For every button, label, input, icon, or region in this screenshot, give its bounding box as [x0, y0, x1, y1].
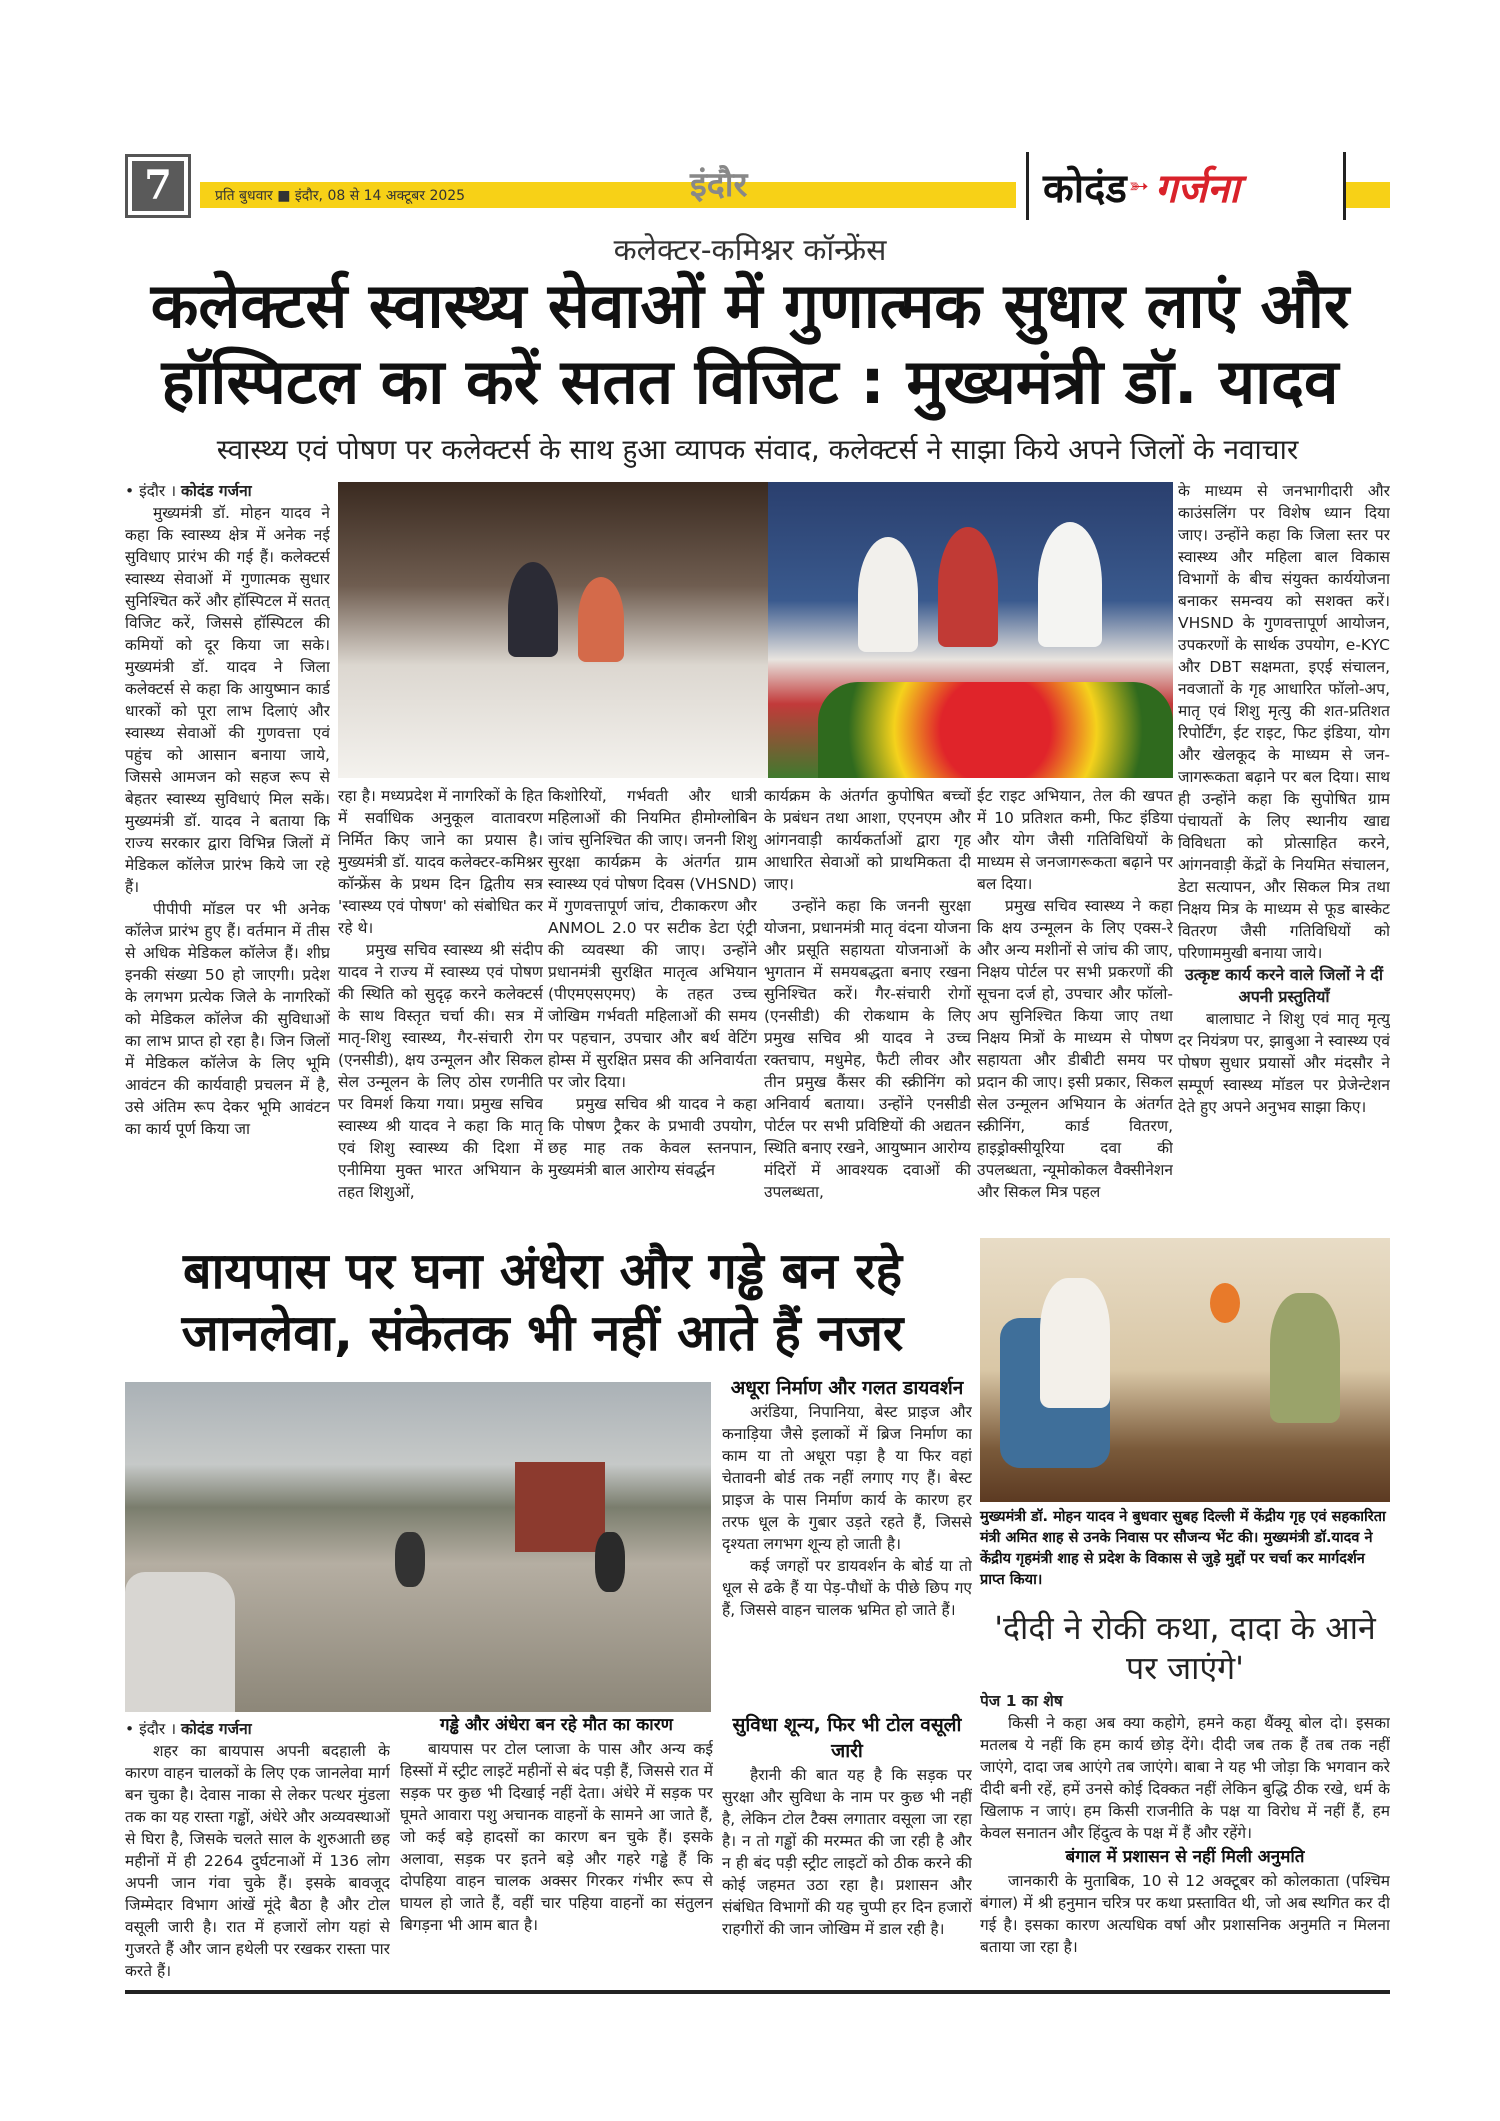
- story-subheading: बंगाल में प्रशासन से नहीं मिली अनुमति: [1065, 1847, 1305, 1867]
- lead-column-3: [548, 785, 757, 1227]
- dateline: प्रति बुधवार ■ इंदौर, 08 से 14 अक्टूबर 2025: [215, 188, 466, 204]
- byline-source: कोदंड गर्जना: [181, 1720, 252, 1738]
- lead-column-1: [125, 480, 330, 1228]
- paragraph: प्रमुख सचिव स्वास्थ्य श्री संदीप यादव ने राज्य में स्वास्थ्य एवं पोषण की स्थिति को सुदृढ़ करने कलेक्टर्स के साथ विस्तृत चर्चा की। सत्र में मातृ-शिशु स्वास्थ्य, गैर-संचारी रोग (एनसीडी), क्षय उन्मूलन और सिकल सेल उन्मूलन के लिए ठोस रणनीति पर विमर्श किया गया। प्रमुख सचिव स्वास्थ्य श्री यादव ने कहा कि मातृ एवं शिशु स्वास्थ्य की दिशा में एनीमिया मुक्त भारत अभियान के तहत शिशुओं,: [338, 941, 543, 1201]
- section-city: इंदौर: [690, 165, 748, 205]
- bypass-headline: बायपास पर घना अंधेरा और गड्ढे बन रहे जानलेवा, संकेतक भी नहीं आते हैं नजर: [181, 1242, 904, 1362]
- paragraph: किसी ने कहा अब क्या कहोगे, हमने कहा थैंक्यू बोल दो। इसका मतलब ये नहीं कि हम कार्य छोड़ देंगे। दीदी जब तक हैं तब तक नहीं जाएंगे, दादा जब आएंगे तब जाएंगे। बाबा ने यह भी जोड़ा कि भगवान करे दीदी बनी रहें, हमें उनसे कोई दिक्कत नहीं लेकिन बुद्धि ठीक रखे, धर्म के खिलाफ न जाएं। हम किसी राजनीति के पक्ष या विरोध में नहीं हैं, हम केवल सनातन और हिंदुत्व के पक्ष में हैं और रहेंगे।: [980, 1714, 1390, 1842]
- section-subheading: उत्कृष्ट कार्य करने वाले जिलों ने दीं अपनी प्रस्तुतियाँ: [1185, 965, 1383, 1006]
- lead-column-4: [764, 785, 971, 1227]
- paragraph: बायपास पर टोल प्लाजा के पास और अन्य कई हिस्सों में स्ट्रीट लाइटें महीनों से बंद पड़ी हैं, जिससे रात में सड़क पर कुछ भी दिखाई नहीं देता। अंधेरे में सड़क पर घूमते आवारा पशु अचानक वाहनों के सामने आ जाते हैं, जो कई बड़े हादसों का कारण बन चुके हैं। इसके अलावा, सड़क पर इतने बड़े और गहरे गड्ढे हैं कि दोपहिया वाहन चालक अक्सर गिरकर गंभीर रूप से घायल हो जाते हैं, वहीं चार पहिया वाहनों का संतुलन बिगड़ना भी आम बात है।: [400, 1740, 713, 1934]
- bypass-column-1: [125, 1718, 390, 1988]
- logo-word-1: कोदंड: [1043, 165, 1127, 212]
- meeting-photo: [980, 1238, 1390, 1502]
- side-story-title: अधूरा निर्माण और गलत डायवर्शन: [730, 1377, 964, 1399]
- paragraph: पीपीपी मॉडल पर भी अनेक कॉलेज प्रारंभ हुए हैं। वर्तमान में तीस से अधिक मेडिकल कॉलेज हैं। शीघ्र इनकी संख्या 50 हो जाएगी। प्रदेश के लगभग प्रत्येक जिले के नागरिकों को मेडिकल कॉलेज की सुविधाओं का लाभ प्राप्त हो रहा है। जिन जिलों में मेडिकल कॉलेज के लिए भूमि आवंटन की कार्यवाही प्रचलन में है, उसे अंतिम रूप देकर भूमि आवंटन का कार्य पूर्ण किया जा: [125, 900, 330, 1138]
- katha-headline: 'दीदी ने रोकी कथा, दादा के आने पर जाएंगे': [994, 1609, 1376, 1687]
- continued-label: पेज 1 का शेष: [980, 1692, 1063, 1710]
- byline: [125, 480, 330, 502]
- paragraph: प्रमुख सचिव स्वास्थ्य ने कहा कि क्षय उन्मूलन के लिए एक्स-रे और अन्य मशीनों से जांच की जाए, निक्षय पोर्टल पर सभी प्रकरणों की सूचना दर्ज हो, उपचार और फॉलो-अप सुनिश्चित किया जाए तथा निक्षय मित्रों के माध्यम से पोषण सहायता और डीबीटी समय पर प्रदान की जाए। इसी प्रकार, सिकल सेल उन्मूलन अभियान के अंतर्गत स्क्रीनिंग, कार्ड वितरण, हाइड्रोक्सीयूरिया दवा की उपलब्धता, न्यूमोकोकल वैक्सीनेशन और सिकल मित्र पहल: [977, 897, 1173, 1201]
- katha-story: [980, 1690, 1390, 1988]
- side-story-incomplete-construction: [722, 1375, 972, 1705]
- page-number-text: 7: [132, 161, 184, 211]
- kicker: कलेक्टर-कमिश्नर कॉन्फ्रेंस: [613, 233, 887, 268]
- lead-column-5: [977, 785, 1173, 1227]
- lead-column-6: [1178, 480, 1390, 1228]
- side-story-title: सुविधा शून्य, फिर भी टोल वसूली जारी: [732, 1714, 962, 1762]
- paragraph: रहा है। मध्यप्रदेश में नागरिकों के हित में सर्वाधिक अनुकूल वातावरण निर्मित किए जाने का प्रयास है। मुख्यमंत्री डॉ. यादव कलेक्टर-कमिश्नर कॉन्फ्रेंस के प्रथम दिन द्वितीय सत्र 'स्वास्थ्य एवं पोषण' को संबोधित कर रहे थे।: [338, 787, 543, 937]
- logo-word-2: गर्जना: [1154, 165, 1240, 212]
- paragraph: प्रमुख सचिव श्री यादव ने कहा कि पोषण ट्रैकर के प्रभावी उपयोग, छह माह तक केवल स्तनपान, मुख्यमंत्री बाल आरोग्य संवर्द्धन: [548, 1095, 757, 1179]
- paragraph: शहर का बायपास अपनी बदहाली के कारण वाहन चालकों के लिए एक जानलेवा मार्ग बन चुका है। देवास नाका से लेकर पत्थर मुंडला तक का यह रास्ता गड्ढों, अंधेरे और अव्यवस्थाओं से घिरा है, जिसके चलते साल के शुरुआती छह महीनों में ही 2264 दुर्घटनाओं में 136 लोग अपनी जान गंवा चुके हैं। इसके बावजूद जिम्मेदार विभाग आंखें मूंदे बैठा है और टोल वसूली जारी है। रात में हजारों लोग यहां से गुजरते हैं और जान हथेली पर रखकर रास्ता पार करते हैं।: [125, 1742, 390, 1980]
- paragraph: उन्होंने कहा कि जननी सुरक्षा योजना, प्रधानमंत्री मातृ वंदना योजना और प्रसूति सहायता योजनाओं के भुगतान में समयबद्धता बनाए रखना सुनिश्चित करें। गैर-संचारी रोगों (एनसीडी) की रोकथाम के लिए प्रमुख सचिव श्री यादव ने उच्च रक्तचाप, मधुमेह, फैटी लीवर और तीन प्रमुख कैंसर की स्क्रीनिंग को अनिवार्य बताया। उन्होंने एनसीडी पोर्टल पर सभी प्रविष्टियों की अद्यतन स्थिति बनाए रखने, आयुष्मान आरोग्य मंदिरों में आवश्यक दवाओं की उपलब्धता,: [764, 897, 971, 1201]
- column-subheading: गड्ढे और अंधेरा बन रहे मौत का कारण: [440, 1715, 673, 1735]
- paragraph: बालाघाट ने शिशु एवं मातृ मृत्यु दर नियंत्रण पर, झाबुआ ने स्वास्थ्य एवं पोषण सुधार प्रयासों और मंदसौर ने सम्पूर्ण स्वास्थ्य मॉडल पर प्रेजेन्टेशन देते हुए अपने अनुभव साझा किए।: [1178, 1010, 1390, 1116]
- newspaper-logo: [1026, 152, 1346, 220]
- paragraph: किशोरियों, गर्भवती और धात्री महिलाओं की नियमित हीमोग्लोबिन जांच सुनिश्चित की जाए। जननी शिशु सुरक्षा कार्यक्रम के अंतर्गत ग्राम स्वास्थ्य एवं पोषण दिवस (VHSND) में गुणवत्तापूर्ण जांच, टीकाकरण और ANMOL 2.0 पर सटीक डेटा एंट्री की व्यवस्था की जाए। उन्होंने प्रधानमंत्री सुरक्षित मातृत्व अभियान (पीएमएसएमए) के तहत उच्च जोखिम गर्भवती महिलाओं की समय पर पहचान, उपचार और बर्थ वेटिंग होम्स में सुरक्षित प्रसव की अनिवार्यता पर जोर दिया।: [548, 787, 757, 1091]
- paragraph: मुख्यमंत्री डॉ. मोहन यादव ने कहा कि स्वास्थ्य क्षेत्र में अनेक नई सुविधाए प्रारंभ की गई हैं। कलेक्टर्स स्वास्थ्य सेवाओं में गुणात्मक सुधार सुनिश्चित करें और हॉस्पिटल में सतत् विजिट करें, जिससे हॉस्पिटल की कमियों को दूर किया जा सके। मुख्यमंत्री डॉ. यादव ने जिला कलेक्टर्स से कहा कि आयुष्मान कार्ड धारकों को पूरा लाभ दिलाएं और स्वास्थ्य सेवाओं की गुणवत्ता एवं पहुंच को आसान बनाया जाये, जिससे आमजन को सहज रूप से बेहतर स्वास्थ्य सुविधाएं मिल सकें। मुख्यमंत्री डॉ. यादव ने बताया कि राज्य सरकार द्वारा विभिन्न जिलों में मेडिकल कॉलेज प्रारंभ किये जा रहे हैं।: [125, 504, 330, 896]
- byline-source: कोदंड गर्जना: [181, 482, 252, 500]
- paragraph: हैरानी की बात यह है कि सड़क पर सुरक्षा और सुविधा के नाम पर कुछ भी नहीं है, लेकिन टोल टैक्स लगातार वसूला जा रहा है। न तो गड्ढों की मरम्मत की जा रही है और न ही बंद पड़ी स्ट्रीट लाइटों को ठीक करने की कोई जहमत उठा रहा है। प्रशासन और संबंधित विभागों की यह चुप्पी हर दिन हजारों राहगीरों की जान जोखिम में डाल रही है।: [722, 1766, 972, 1938]
- bottom-rule: [125, 1990, 1390, 1994]
- byline-place: • इंदौर ।: [125, 482, 181, 500]
- byline-place: • इंदौर ।: [125, 1720, 181, 1738]
- headline-line-1: कलेक्टर्स स्वास्थ्य सेवाओं में गुणात्मक सुधार लाएं और: [150, 269, 1350, 342]
- photo-caption: मुख्यमंत्री डॉ. मोहन यादव ने बुधवार सुबह दिल्ली में केंद्रीय गृह एवं सहकारिता मंत्री अमित शाह से उनके निवास पर सौजन्य भेंट की। मुख्यमंत्री डॉ.यादव ने केंद्रीय गृहमंत्री शाह से प्रदेश के विकास से जुड़े मुद्दों पर चर्चा कर मार्गदर्शन प्राप्त किया।: [980, 1509, 1386, 1588]
- paragraph: कार्यक्रम के अंतर्गत कुपोषित बच्चों के प्रबंधन तथा आशा, एएनएम और आंगनवाड़ी कार्यकर्ताओं द्वारा गृह आधारित सेवाओं को प्राथमिकता दी जाए।: [764, 787, 971, 893]
- paragraph: जानकारी के मुताबिक, 10 से 12 अक्टूबर को कोलकाता (पश्चिम बंगाल) में श्री हनुमान चरित्र पर कथा प्रस्तावित थी, जो अब स्थगित कर दी गई है। इसका कारण अत्यधिक वर्षा और प्रशासनिक अनुमति न मिलना बताया जा रहा है।: [980, 1872, 1390, 1956]
- paragraph: अरंडिया, निपानिया, बेस्ट प्राइज और कनाड़िया जैसे इलाकों में ब्रिज निर्माण का काम या तो अधूरा पड़ा है या फिर वहां चेतावनी बोर्ड तक नहीं लगाए गए हैं। बेस्ट प्राइज के पास निर्माण कार्य के कारण हर तरफ धूल के गुबार उड़ते रहते हैं, जिससे दृश्यता लगभग शून्य हो जाती है।: [722, 1403, 972, 1553]
- subheadline: स्वास्थ्य एवं पोषण पर कलेक्टर्स के साथ हुआ व्यापक संवाद, कलेक्टर्स ने साझा किये अपने जिलों के नवाचार: [216, 433, 1299, 466]
- page-number: [125, 154, 191, 218]
- headline-line-2: हॉस्पिटल का करें सतत विजिट : मुख्यमंत्री डॉ. यादव: [161, 345, 1339, 418]
- byline: [125, 1718, 390, 1740]
- bow-arrow-icon: ➳: [1128, 172, 1149, 200]
- side-story-toll: [722, 1712, 972, 1987]
- paragraph: ईट राइट अभियान, तेल की खपत में 10 प्रतिशत कमी, फिट इंडिया और योग जैसी गतिविधियों के माध्यम से जनजागरूकता बढ़ाने पर बल दिया।: [977, 787, 1173, 893]
- bypass-road-photo: [125, 1382, 711, 1712]
- masthead-bar-right: [1346, 182, 1390, 208]
- lead-column-2: [338, 785, 543, 1227]
- bypass-column-2: [400, 1712, 713, 1988]
- paragraph: कई जगहों पर डायवर्शन के बोर्ड या तो धूल से ढके हैं या पेड़-पौधों के पीछे छिप गए हैं, जिससे वाहन चालक भ्रमित हो जाते हैं।: [722, 1557, 972, 1619]
- conference-photo: [338, 482, 1173, 778]
- paragraph: के माध्यम से जनभागीदारी और काउंसलिंग पर विशेष ध्यान दिया जाए। उन्होंने कहा कि जिला स्तर पर स्वास्थ्य और महिला बाल विकास विभागों के बीच संयुक्त कार्ययोजना बनाकर समन्वय को सशक्त करें। VHSND के गुणवत्तापूर्ण आयोजन, उपकरणों के सार्थक उपयोग, e-KYC और DBT सक्षमता, इएई संचालन, नवजातों के गृह आधारित फॉलो-अप, मातृ एवं शिशु मृत्यु की शत-प्रतिशत रिपोर्टिंग, ईट राइट, फिट इंडिया, योग और खेलकूद के माध्यम से जन-जागरूकता बढ़ाने पर बल दिया। साथ ही उन्होंने कहा कि सुपोषित ग्राम पंचायतों के लिए स्थानीय खाद्य विविधता को प्रोत्साहित करने, आंगनवाड़ी केंद्रों के नियमित संचालन, डेटा सत्यापन, और सिकल मित्र तथा निक्षय मित्र के माध्यम से फूड बास्केट वितरण जैसी गतिविधियों को परिणाममुखी बनाया जाये।: [1178, 482, 1390, 962]
